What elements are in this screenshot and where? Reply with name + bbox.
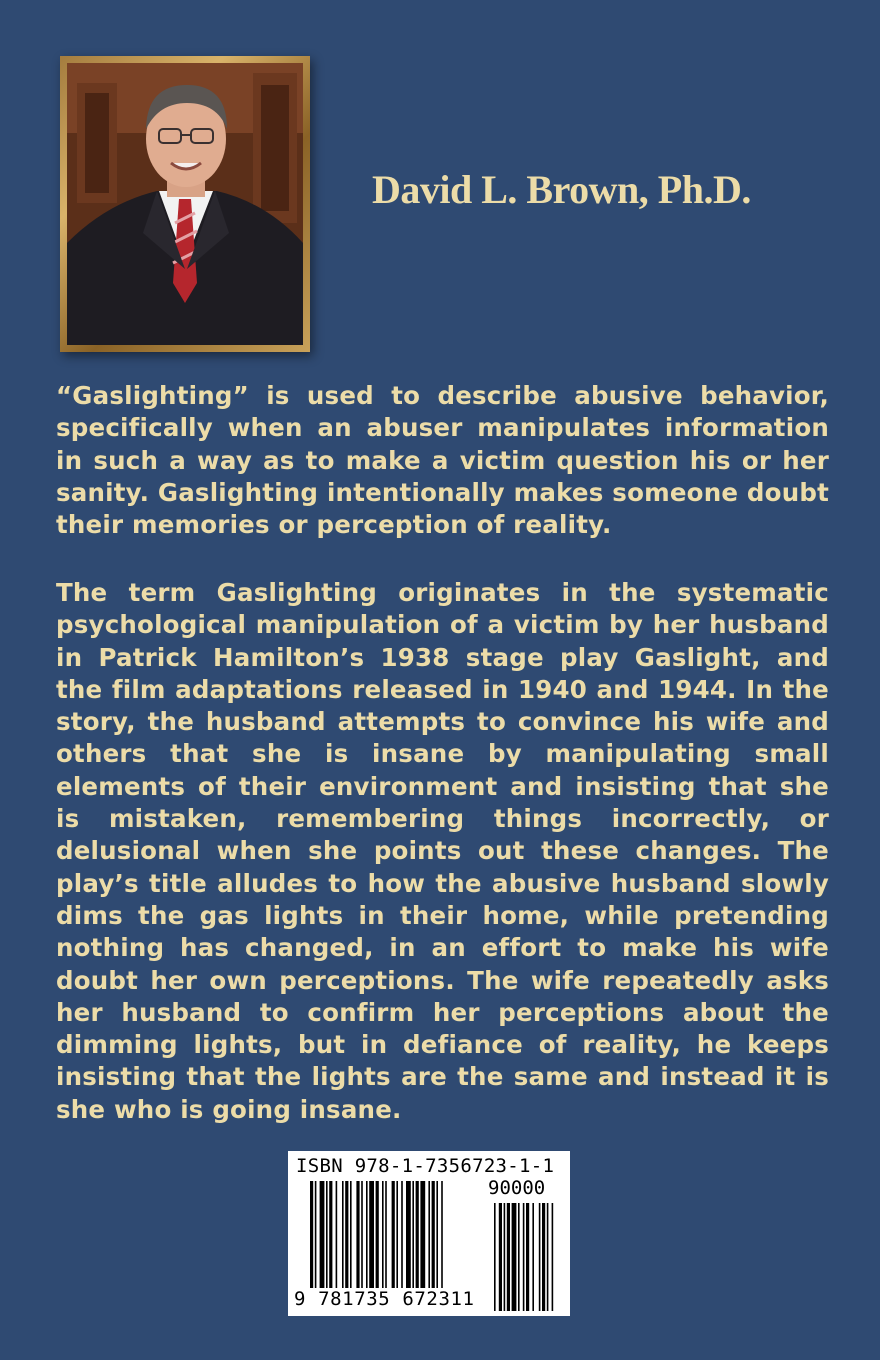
blurb-paragraph-1: “Gaslighting” is used to describe abusive behavior, specifically when an abuser manipulates information in such a way as to make a victim question his or her sanity. Gaslighting intentionally makes someone doubt their memories or perception of reality.: [56, 381, 829, 540]
price-code: 90000: [488, 1177, 546, 1199]
isbn-label: ISBN 978-1-7356723-1-1: [296, 1155, 555, 1177]
blurb-paragraph-2: The term Gaslighting originates in the systematic psychological manipulation of a victim by her husband in Patrick Hamilton’s 1938 stage play Gaslight, and the film adaptations released in 1940 and 1944. In the story, the husband attempts to convince his wife and others that she is insane by manipulating small elements of their environment and insisting that she is mistaken, remembering things incorrectly, or delusional when she points out these changes. The play’s title alludes to how the abusive husband slowly dims the gas lights in their home, while pretending nothing has changed, in an effort to make his wife doubt her own perceptions. The wife repeatedly asks her husband to confirm her perceptions about the dimming lights, but in defiance of reality, he keeps insisting that the lights are the same and instead it is she who is going insane.: [56, 578, 829, 1124]
author-name: David L. Brown, Ph.D.: [372, 167, 751, 212]
isbn-barcode-box: [288, 1151, 570, 1316]
author-photo: [67, 63, 303, 345]
ean-digits: 9 781735 672311: [294, 1288, 475, 1310]
author-photo-frame: [60, 56, 310, 352]
